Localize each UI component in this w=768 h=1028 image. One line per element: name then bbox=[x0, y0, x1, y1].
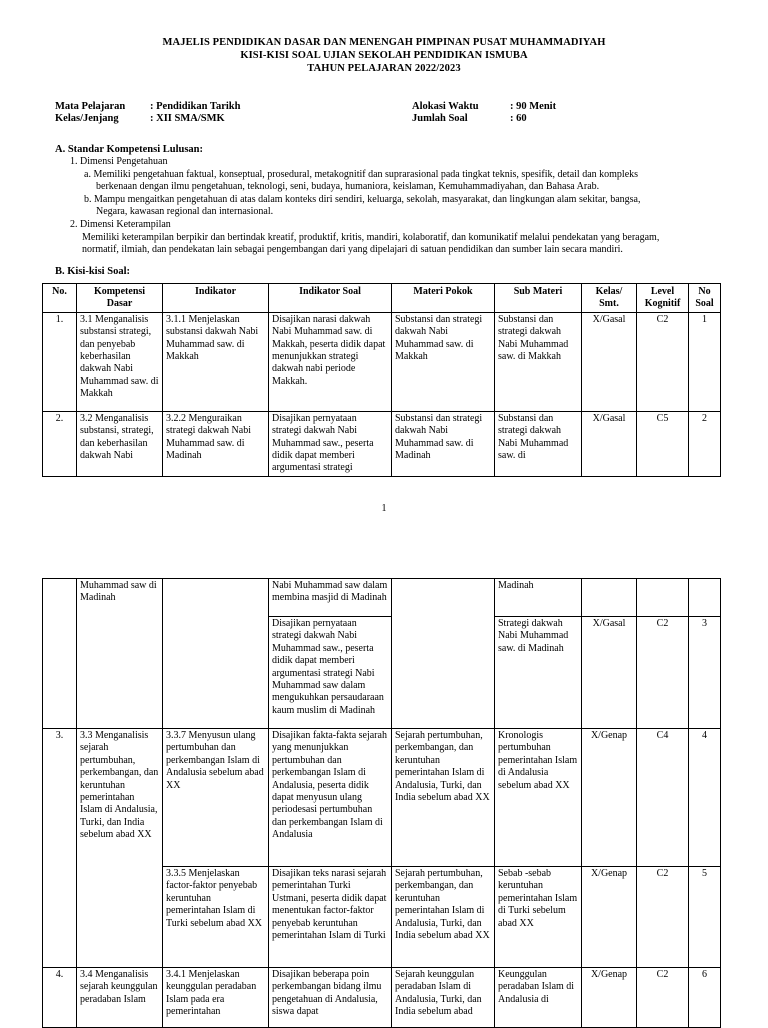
header-line-2: KISI-KISI SOAL UJIAN SEKOLAH PENDIDIKAN ISMUBA bbox=[240, 50, 528, 61]
cell-no: 3. bbox=[43, 729, 77, 968]
header-materi-pokok: Materi Pokok bbox=[392, 284, 495, 313]
cell-no-soal: 2 bbox=[689, 411, 721, 476]
cell-indikator-soal: Disajikan pernyataan strategi dakwah Nabi Muhammad saw., peserta didik dapat memberi argumentasi strategi bbox=[269, 411, 392, 476]
table-row bbox=[43, 411, 721, 476]
cell-indikator-soal: Disajikan pernyataan strategi dakwah Nabi Muhammad saw., peserta didik dapat memberi argumentasi strategi Nabi Muhammad saw dalam mengukuhkan persaudaraan kaum muslim di Madinah bbox=[269, 617, 392, 729]
cell-materi-pokok bbox=[392, 579, 495, 729]
cell-level: C2 bbox=[637, 968, 689, 1028]
soal-value: : 60 bbox=[510, 113, 527, 124]
header-no: No. bbox=[43, 284, 77, 313]
cell-sub-materi: Sebab -sebab keruntuhan pemerintahan Islam di Turki sebelum abad XX bbox=[495, 867, 582, 968]
cell-kelas: X/Gasal bbox=[582, 617, 637, 729]
table-row bbox=[43, 968, 721, 1028]
cell-no-soal: 3 bbox=[689, 617, 721, 729]
cell-no: 1. bbox=[43, 312, 77, 411]
cell-indikator: 3.2.2 Menguraikan strategi dakwah Nabi Muhammad saw. di Madinah bbox=[163, 411, 269, 476]
cell-kompetensi-dasar: 3.4 Menganalisis sejarah keunggulan peradaban Islam bbox=[77, 968, 163, 1028]
page-gap bbox=[0, 520, 768, 542]
cell-no: 4. bbox=[43, 968, 77, 1028]
cell-materi-pokok: Sejarah pertumbuhan, perkembangan, dan keruntuhan pemerintahan Islam di Andalusia, Turki, dan India sebelum abad XX bbox=[392, 729, 495, 867]
cell-indikator: 3.3.5 Menjelaskan factor-faktor penyebab keruntuhan pemerintahan Islam di Turki sebelum abad XX bbox=[163, 867, 269, 968]
cell-sub-materi: Strategi dakwah Nabi Muhammad saw. di Madinah bbox=[495, 617, 582, 729]
kelas-value: : XII SMA/SMK bbox=[150, 113, 225, 124]
table-row bbox=[43, 579, 721, 617]
page-number: 1 bbox=[381, 503, 387, 514]
cell-no bbox=[43, 579, 77, 729]
header-kompetensi-dasar: Kompetensi Dasar bbox=[77, 284, 163, 313]
cell-indikator: 3.3.7 Menyusun ulang pertumbuhan dan perkembangan Islam di Andalusia sebelum abad XX bbox=[163, 729, 269, 867]
cell-kelas: X/Gasal bbox=[582, 411, 637, 476]
item-2-line2: normatif, ilmiah, dan pendekatan lain sebagai pengembangan dari yang dipelajari di satuan pendidikan dan sumber lain secara mandiri. bbox=[82, 244, 623, 255]
cell-no-soal: 6 bbox=[689, 968, 721, 1028]
cell-kompetensi-dasar: Muhammad saw di Madinah bbox=[77, 579, 163, 729]
cell-kompetensi-dasar: 3.3 Menganalisis sejarah pertumbuhan, perkembangan, dan keruntuhan pemerintahan Islam di Andalusia, Turki, dan India sebelum abad XX bbox=[77, 729, 163, 968]
cell-indikator bbox=[163, 579, 269, 729]
header-indikator-soal: Indikator Soal bbox=[269, 284, 392, 313]
mapel-value: : Pendidikan Tarikh bbox=[150, 101, 241, 112]
header-sub-materi: Sub Materi bbox=[495, 284, 582, 313]
cell-no: 2. bbox=[43, 411, 77, 476]
kisi-kisi-table-page-1 bbox=[42, 283, 721, 477]
cell-sub-materi: Kronologis pertumbuhan pemerintahan Islam di Andalusia sebelum abad XX bbox=[495, 729, 582, 867]
item-2-line1: Memiliki keterampilan berpikir dan bertindak kreatif, produktif, kritis, mandiri, kolaboratif, dan komunikatif melalui pendekatan yang beragam, bbox=[82, 232, 660, 243]
cell-sub-materi: Keunggulan peradaban Islam di Andalusia di bbox=[495, 968, 582, 1028]
header-indikator: Indikator bbox=[163, 284, 269, 313]
dimensi-keterampilan: 2. Dimensi Keterampilan bbox=[70, 219, 171, 230]
cell-kompetensi-dasar: 3.1 Menganalisis substansi strategi, dan penyebab keberhasilan dakwah Nabi Muhammad saw. di Makkah bbox=[77, 312, 163, 411]
cell-no-soal: 4 bbox=[689, 729, 721, 867]
waktu-value: : 90 Menit bbox=[510, 101, 557, 112]
item-1a-line2: berkenaan dengan ilmu pengetahuan, teknologi, seni, budaya, humaniora, keislaman, Kemuhammadiyahan, dan Bahasa Arab. bbox=[96, 181, 600, 192]
cell-kelas: X/Gasal bbox=[582, 312, 637, 411]
mapel-label: Mata Pelajaran bbox=[55, 101, 126, 112]
item-1b-line1: b. Mampu mengaitkan pengetahuan di atas dalam konteks diri sendiri, keluarga, sekolah, masyarakat, dan lingkungan alam sekitar, bangsa, bbox=[84, 194, 641, 205]
kisi-kisi-table-page-2 bbox=[42, 578, 721, 1028]
cell-sub-materi: Substansi dan strategi dakwah Nabi Muhammad saw. di bbox=[495, 411, 582, 476]
cell-level: C2 bbox=[637, 867, 689, 968]
item-1a-line1: a. Memiliki pengetahuan faktual, konseptual, prosedural, metakognitif dan suprarasional pada tingkat teknis, spesifik, detail dan kompleks bbox=[84, 169, 639, 180]
cell-materi-pokok: Substansi dan strategi dakwah Nabi Muhammad saw. di Makkah bbox=[392, 312, 495, 411]
cell-sub-materi: Substansi dan strategi dakwah Nabi Muhammad saw. di Makkah bbox=[495, 312, 582, 411]
cell-no-soal: 5 bbox=[689, 867, 721, 968]
cell-indikator: 3.1.1 Menjelaskan substansi dakwah Nabi Muhammad saw. di Makkah bbox=[163, 312, 269, 411]
cell-level: C2 bbox=[637, 617, 689, 729]
cell-materi-pokok: Substansi dan strategi dakwah Nabi Muhammad saw. di Madinah bbox=[392, 411, 495, 476]
table-row bbox=[43, 312, 721, 411]
table-header-row bbox=[43, 284, 721, 313]
section-b-title: B. Kisi-kisi Soal: bbox=[55, 266, 130, 277]
header-line-1: MAJELIS PENDIDIKAN DASAR DAN MENENGAH PIMPINAN PUSAT MUHAMMADIYAH bbox=[162, 37, 606, 48]
cell-level: C4 bbox=[637, 729, 689, 867]
cell-kelas bbox=[582, 579, 637, 617]
cell-materi-pokok: Sejarah keunggulan peradaban Islam di Andalusia, Turki, dan India sebelum abad bbox=[392, 968, 495, 1028]
header-no-soal: No Soal bbox=[689, 284, 721, 313]
cell-indikator-soal: Disajikan teks narasi sejarah pemerintahan Turki Ustmani, peserta didik dapat menentukan factor-faktor penyebab keruntuhan pemerintahan Islam di Turki bbox=[269, 867, 392, 968]
cell-kelas: X/Genap bbox=[582, 729, 637, 867]
cell-level: C2 bbox=[637, 312, 689, 411]
dimensi-pengetahuan: 1. Dimensi Pengetahuan bbox=[70, 156, 168, 167]
cell-no-soal bbox=[689, 579, 721, 617]
waktu-label: Alokasi Waktu bbox=[412, 101, 479, 112]
cell-level bbox=[637, 579, 689, 617]
kelas-label: Kelas/Jenjang bbox=[55, 113, 119, 124]
document-page-2 bbox=[0, 542, 768, 1024]
soal-label: Jumlah Soal bbox=[412, 113, 468, 124]
header-level-kognitif: Level Kognitif bbox=[637, 284, 689, 313]
section-a-title: A. Standar Kompetensi Lulusan: bbox=[55, 144, 204, 155]
cell-indikator-soal: Disajikan beberapa poin perkembangan bidang ilmu pengetahuan di Andalusia, siswa dapat bbox=[269, 968, 392, 1028]
cell-indikator-soal: Disajikan fakta-fakta sejarah yang menunjukkan pertumbuhan dan perkembangan Islam di Andalusia, peserta didik dapat menyusun ulang periodesasi pertumbuhan dan perkembangan Islam di Andalusia bbox=[269, 729, 392, 867]
cell-kelas: X/Genap bbox=[582, 867, 637, 968]
item-1b-line2: Negara, kawasan regional dan internasional. bbox=[96, 206, 274, 217]
cell-indikator-soal: Disajikan narasi dakwah Nabi Muhammad saw. di Makkah, peserta didik dapat menunjukkan strategi dakwah nabi periode Makkah. bbox=[269, 312, 392, 411]
cell-kompetensi-dasar: 3.2 Menganalisis substansi, strategi, dan keberhasilan dakwah Nabi bbox=[77, 411, 163, 476]
cell-indikator: 3.4.1 Menjelaskan keunggulan peradaban Islam pada era pemerintahan bbox=[163, 968, 269, 1028]
header-kelas-smt: Kelas/ Smt. bbox=[582, 284, 637, 313]
cell-materi-pokok: Sejarah pertumbuhan, perkembangan, dan keruntuhan pemerintahan Islam di Andalusia, Turki, dan India sebelum abad XX bbox=[392, 867, 495, 968]
cell-level: C5 bbox=[637, 411, 689, 476]
header-line-3: TAHUN PELAJARAN 2022/2023 bbox=[307, 63, 461, 74]
cell-sub-materi: Madinah bbox=[495, 579, 582, 617]
table-row bbox=[43, 729, 721, 867]
cell-no-soal: 1 bbox=[689, 312, 721, 411]
cell-kelas: X/Genap bbox=[582, 968, 637, 1028]
cell-indikator-soal: Nabi Muhammad saw dalam membina masjid di Madinah bbox=[269, 579, 392, 617]
